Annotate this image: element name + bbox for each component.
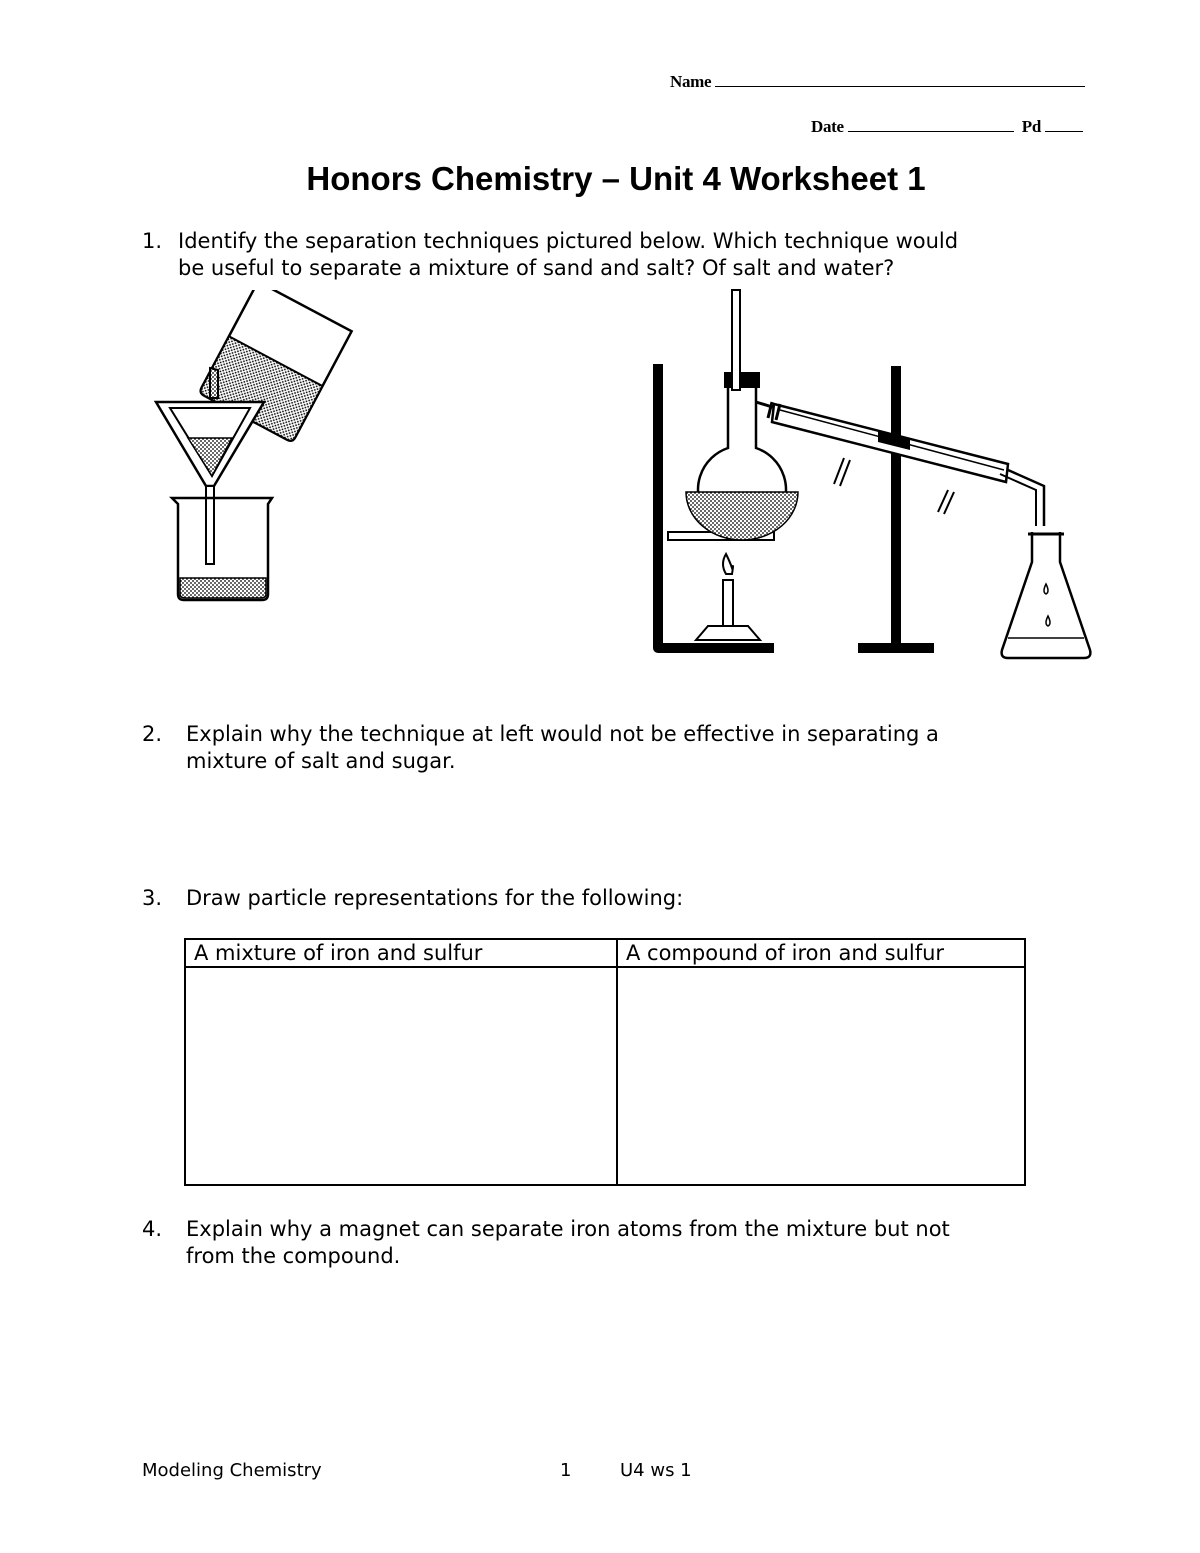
name-label: Name [670,72,712,91]
footer-page-number: 1 [560,1460,572,1481]
compound-drawing-cell[interactable] [617,967,1025,1185]
page-title: Honors Chemistry – Unit 4 Worksheet 1 [306,160,926,197]
question-1 [142,228,1102,282]
question-text: Draw particle representations for the following: [186,886,684,910]
question-number: 1. [142,229,163,253]
footer-left: Modeling Chemistry [142,1460,322,1481]
question-text: Explain why the technique at left would not be effective in separating a [186,722,939,746]
date-period-field [811,117,1083,137]
question-3 [142,885,1102,912]
period-label: Pd [1021,117,1041,136]
question-text: from the compound. [186,1244,401,1268]
date-blank[interactable] [848,117,1014,132]
question-text: Explain why a magnet can separate iron atoms from the mixture but not [186,1217,950,1241]
date-label: Date [811,117,844,136]
filtration-apparatus-icon [150,290,365,605]
question-number: 3. [142,886,163,910]
question-4 [142,1216,1102,1270]
name-field [670,72,1085,92]
table-header-mixture: A mixture of iron and sulfur [185,939,617,967]
table-header-compound: A compound of iron and sulfur [617,939,1025,967]
question-text: Identify the separation techniques pictured below. Which technique would [178,229,959,253]
question-number: 4. [142,1217,163,1241]
distillation-apparatus-icon [648,286,1096,662]
question-2 [142,721,1102,775]
footer-right: U4 ws 1 [620,1460,692,1481]
question-text: be useful to separate a mixture of sand and salt? Of salt and water? [178,256,895,280]
mixture-drawing-cell[interactable] [185,967,617,1185]
question-number: 2. [142,722,163,746]
name-blank[interactable] [715,72,1085,87]
question-text: mixture of salt and sugar. [186,749,456,773]
particle-table [184,938,1026,1186]
period-blank[interactable] [1045,117,1083,132]
